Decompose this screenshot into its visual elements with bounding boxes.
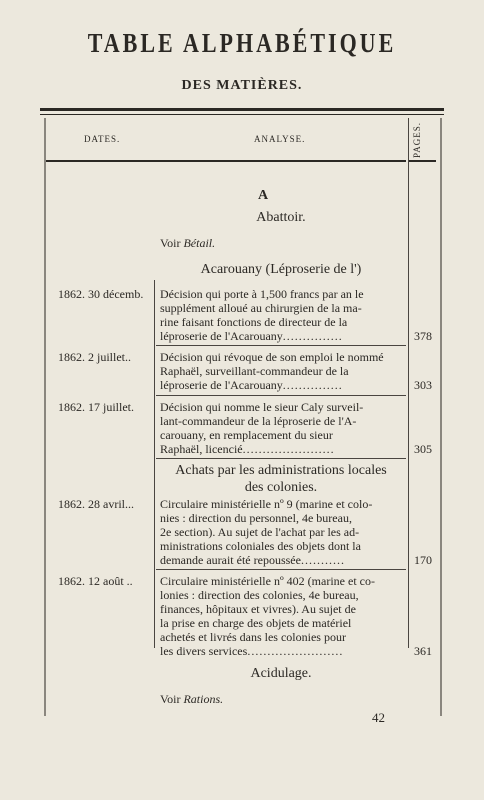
right-edge-rule — [440, 118, 442, 716]
entry-line: léproserie de l'Acarouany............... — [160, 329, 343, 343]
entry-line: Raphaël, licencié....................... — [160, 442, 335, 456]
entry-line: lonies : direction des colonies, 4e bureau, — [160, 588, 359, 602]
dates-column-header: DATES. — [84, 134, 121, 144]
entry-line: 2e section). Au sujet de l'achat par les ad- — [160, 525, 360, 539]
section-letter: A — [258, 188, 269, 203]
leader-dots: ........... — [300, 553, 345, 567]
see-also-rations — [160, 692, 223, 707]
entry-line: carouany, en remplacement du sieur — [160, 428, 333, 442]
entry-separator — [156, 458, 406, 459]
top-rule-thin — [40, 114, 444, 115]
entry-line: Décision qui révoque de son emploi le nommé — [160, 350, 384, 364]
heading-acidulage: Acidulage. — [250, 666, 312, 681]
entry-line: achetés et livrés dans les colonies pour — [160, 630, 346, 644]
entry-line: Décision qui porte à 1,500 francs par an le — [160, 287, 364, 301]
entry-line: la prise en charge des objets de matériel — [160, 616, 352, 630]
entry-page: 305 — [414, 442, 432, 456]
left-edge-rule — [44, 118, 46, 716]
entry-line: les divers services........................ — [160, 644, 344, 658]
entry-text — [160, 497, 406, 567]
entry-text — [160, 574, 406, 658]
entry-line: demande aurait été repoussée........... — [160, 553, 345, 567]
entry-line: Raphaël, surveillant-commandeur de la — [160, 364, 349, 378]
heading-acarouany: Acarouany (Léproserie de l') — [200, 262, 362, 277]
entry-line: nies : direction du personnel, 4e bureau, — [160, 511, 352, 525]
entry-separator — [156, 569, 406, 570]
heading-achats — [156, 462, 406, 496]
entry-separator — [156, 395, 406, 396]
entry-line: Décision qui nomme le sieur Caly surveil- — [160, 400, 364, 414]
entry-page: 170 — [414, 553, 432, 567]
entry-date: 1862. 30 décemb. — [58, 287, 144, 301]
leader-dots: ........................ — [247, 644, 344, 658]
pages-header-rule — [408, 160, 436, 162]
entry-text — [160, 400, 406, 456]
entry-line: finances, hôpitaux et vivres). Au sujet de — [160, 602, 356, 616]
heading-achats-line: Achats par les administrations locales — [175, 463, 387, 478]
see-also-betail — [160, 236, 215, 251]
see-also-prefix: Voir — [160, 236, 181, 250]
page-title: TABLE ALPHABÉTIQUE — [87, 26, 397, 58]
entry-date: 1862. 17 juillet. — [58, 400, 134, 414]
leader-dots: ............... — [282, 378, 343, 392]
see-also-ref: Bétail. — [183, 236, 216, 250]
pages-column-header: PAGES. — [412, 122, 422, 158]
entry-line: supplément alloué au chirurgien de la ma- — [160, 301, 362, 315]
page-subtitle: DES MATIÈRES. — [181, 78, 303, 93]
leader-dots: ............... — [282, 329, 343, 343]
top-rule — [40, 108, 444, 111]
entry-page: 378 — [414, 329, 432, 343]
pages-column-divider — [408, 118, 409, 648]
dates-column-divider — [154, 280, 155, 648]
see-also-ref: Rations. — [183, 692, 224, 706]
entry-line: rine faisant fonctions de directeur de la — [160, 315, 348, 329]
entry-separator — [156, 345, 406, 346]
analyse-column-header: ANALYSE. — [254, 134, 306, 144]
entry-page: 303 — [414, 378, 432, 392]
leader-dots: ....................... — [242, 442, 335, 456]
entry-page: 361 — [414, 644, 432, 658]
entry-line: Circulaire ministérielle nº 402 (marine et co- — [160, 574, 375, 588]
entry-line: lant-commandeur de la léproserie de l'A- — [160, 414, 357, 428]
header-rule — [46, 160, 406, 162]
entry-text — [160, 350, 406, 392]
entry-date: 1862. 28 avril... — [58, 497, 134, 511]
page-number: 42 — [372, 710, 385, 725]
heading-achats-line: des colonies. — [244, 480, 318, 495]
entry-date: 1862. 12 août .. — [58, 574, 133, 588]
entry-text — [160, 287, 406, 343]
entry-date: 1862. 2 juillet.. — [58, 350, 131, 364]
entry-line: léproserie de l'Acarouany............... — [160, 378, 343, 392]
heading-abattoir: Abattoir. — [256, 210, 306, 225]
see-also-prefix: Voir — [160, 692, 181, 706]
entry-line: Circulaire ministérielle nº 9 (marine et colo- — [160, 497, 373, 511]
entry-line: ministrations coloniales des objets dont la — [160, 539, 361, 553]
